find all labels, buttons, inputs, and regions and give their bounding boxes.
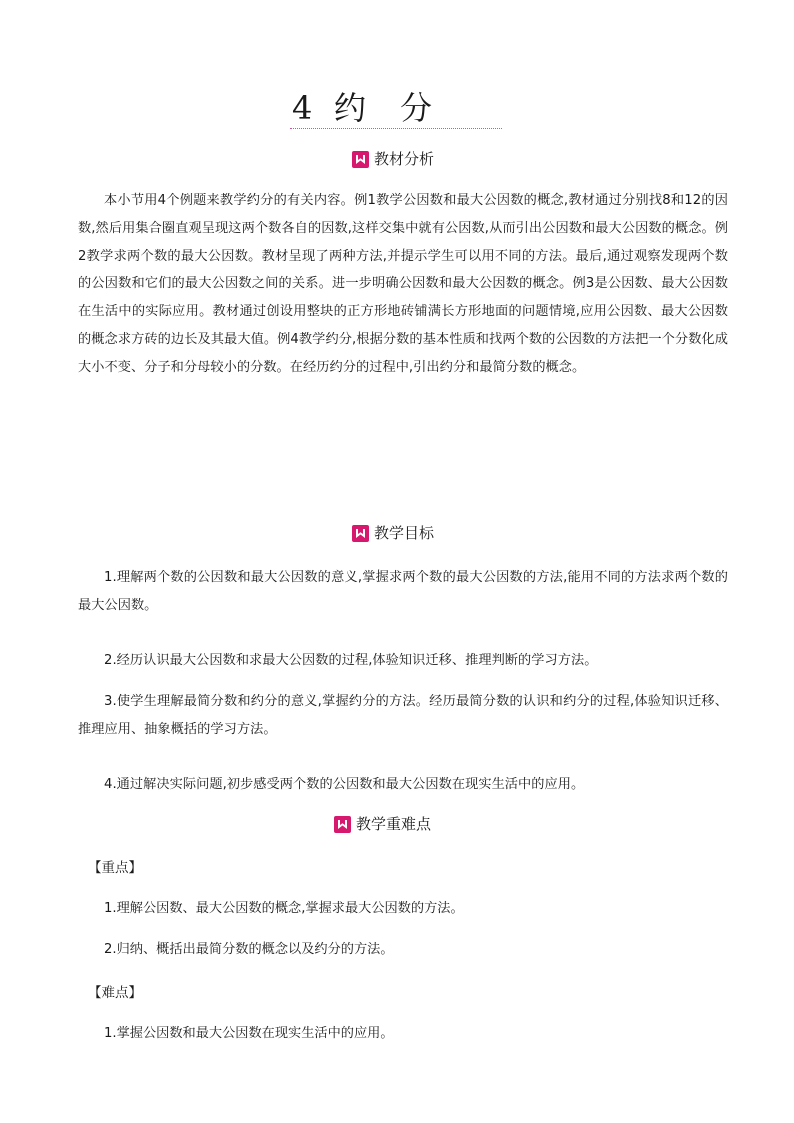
key-item: 2.归纳、概括出最简分数的概念以及约分的方法。	[104, 942, 394, 957]
goal-item: 3.使学生理解最简分数和约分的意义,掌握约分的方法。经历最简分数的认识和约分的过程,体验知识迁移、推理应用、抽象概括的学习方法。	[78, 694, 728, 737]
section-title: 教材分析	[374, 150, 435, 168]
section-heading-keypoints	[334, 814, 431, 834]
section-heading-analysis	[352, 149, 434, 169]
goal-item: 1.理解两个数的公因数和最大公因数的意义,掌握求两个数的最大公因数的方法,能用不同的方法求两个数的最大公因数。	[78, 570, 728, 613]
pink-bookmark-icon	[352, 151, 369, 168]
section-heading-goals	[352, 523, 434, 543]
pink-bookmark-icon	[352, 525, 369, 542]
difficult-label: 【难点】	[88, 985, 142, 1001]
section-title: 教学目标	[374, 524, 435, 542]
analysis-paragraph: 本小节用4个例题来教学约分的有关内容。例1教学公因数和最大公因数的概念,教材通过分别找8和12的因数,然后用集合圈直观呈现这两个数各自的因数,这样交集中就有公因数,从而引出公因数和最大公因数的概念。例2教学求两个数的最大公因数。教材呈现了两种方法,并提示学生可以用不同的方法。最后,通过观察发现两个数的公因数和它们的最大公因数之间的关系。进一步明确公因数和最大公因数的概念。例3是公因数、最大公因数在生活中的实际应用。教材通过创设用整块的正方形地砖铺满长方形地面的问题情境,应用公因数、最大公因数的概念求方砖的边长及其最大值。例4教学约分,根据分数的基本性质和找两个数的公因数的方法把一个分数化成大小不变、分子和分母较小的分数。在经历约分的过程中,引出约分和最简分数的概念。	[78, 193, 728, 375]
section-title: 教学重难点	[356, 815, 432, 833]
pink-bookmark-icon	[334, 816, 351, 833]
goal-item: 2.经历认识最大公因数和求最大公因数的过程,体验知识迁移、推理判断的学习方法。	[104, 653, 598, 668]
difficult-item: 1.掌握公因数和最大公因数在现实生活中的应用。	[104, 1026, 394, 1041]
page-title	[290, 88, 502, 129]
key-label: 【重点】	[88, 860, 142, 876]
title-number: 4	[292, 89, 313, 127]
title-text: 约分	[334, 89, 467, 127]
key-item: 1.理解公因数、最大公因数的概念,掌握求最大公因数的方法。	[104, 901, 464, 916]
goal-item: 4.通过解决实际问题,初步感受两个数的公因数和最大公因数在现实生活中的应用。	[104, 777, 585, 792]
